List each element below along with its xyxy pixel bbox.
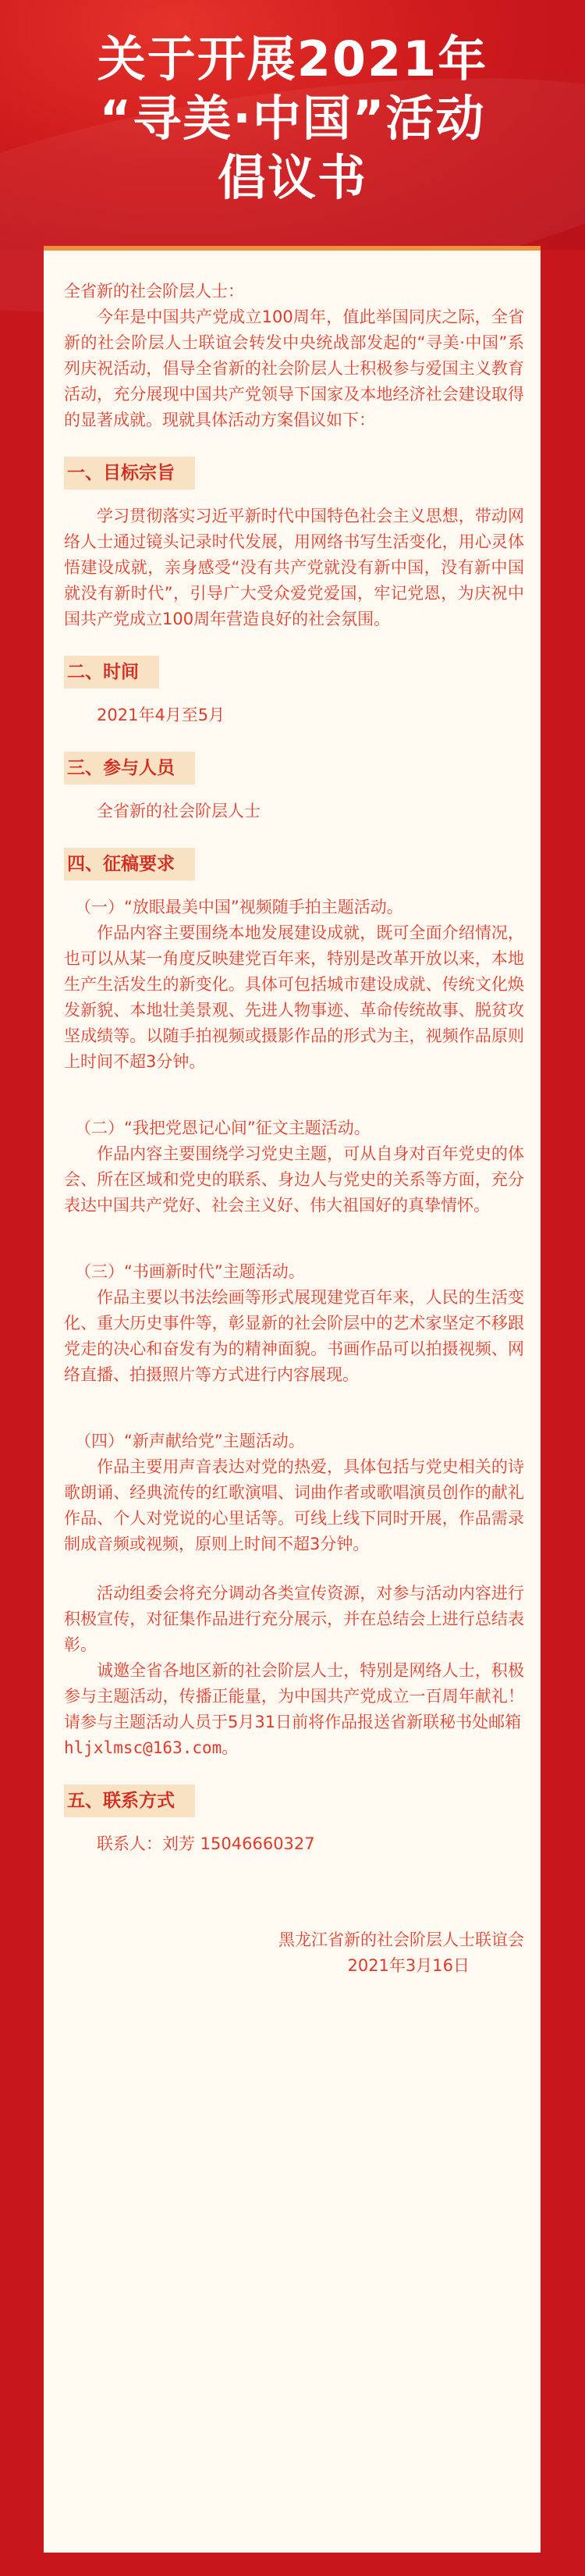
requirement-1-title: （一）“放眼最美中国”视频随手拍主题活动。 [75,898,403,916]
section-heading-contact: 五、联系方式 [64,1784,195,1817]
title-line-3: 倡议书 [217,149,367,206]
requirement-4-body: 作品主要用声音表达对党的热爱，具体包括与党史相关的诗歌朗诵、经典流传的红歌演唱、词曲作者或歌唱演员创作的献礼作品、个人对党说的心里话等。可线上线下同时开展，作品需录制成音频或视频，原则上时间不超3分钟。 [64,1457,524,1553]
requirement-4-title: （四）“新声献给党”主题活动。 [75,1432,305,1450]
time-text: 2021年4月至5月 [97,706,225,724]
salutation: 全省新的社会阶层人士： [64,282,244,301]
signature-org: 黑龙江省新的社会阶层人士联谊会 [278,1930,524,1949]
requirement-3-title: （三）“书画新时代”主题活动。 [75,1262,305,1281]
requirement-2-title: （二）“我把党恩记心间”征文主题活动。 [75,1119,370,1137]
participants-text: 全省新的社会阶层人士 [97,802,261,820]
requirement-1-body: 作品内容主要围绕本地发展建设成就，既可全面介绍情况，也可以从某一角度反映建党百年来，特别是改革开放以来，本地生产生活发生的新变化。具体可包括城市建设成就、传统文化焕发新貌、本地壮美景观、先进人物事迹、革命传统故事、脱贫攻坚成绩等。以随手拍视频或摄影作品的形式为主，视频作品原则上时间不超3分钟。 [64,923,524,1071]
section-heading-goal: 一、目标宗旨 [64,457,195,489]
submission-email: hljxlmsc@163.com。 [64,1738,239,1757]
title-line-1: 关于开展2021年 [97,30,488,87]
goal-paragraph: 学习贯彻落实习近平新时代中国特色社会主义思想，带动网络人士通过镜头记录时代发展，用网络书写生活变化，用心灵体悟建设成就，亲身感受“没有共产党就没有新中国，没有新中国就没有新时代”，引导广大受众爱党爱国，牢记党恩，为庆祝中国共产党成立100周年营造良好的社会氛围。 [64,507,524,628]
closing-paragraph-1: 活动组委会将充分调动各类宣传资源，对参与活动内容进行积极宣传，对征集作品进行充分展示，并在总结会上进行总结表彰。 [64,1584,524,1654]
signature-date: 2021年3月16日 [347,1956,470,1975]
section-heading-time: 二、时间 [64,656,159,688]
requirement-3-body: 作品主要以书法绘画等形式展现建党百年来，人民的生活变化、重大历史事件等，彰显新的社会阶层中的艺术家坚定不移跟党走的决心和奋发有为的精神面貌。书画作品可以拍摄视频、网络直播、拍摄照片等方式进行内容展现。 [64,1288,524,1384]
content-card [44,246,541,2553]
intro-paragraph: 今年是中国共产党成立100周年，值此举国同庆之际，全省新的社会阶层人士联谊会转发中央统战部发起的“寻美·中国”系列庆祝活动，倡导全省新的社会阶层人士积极参与爱国主义教育活动，充分展现中国共产党领导下国家及本地经济社会建设取得的显著成就。现就具体活动方案倡议如下： [64,308,524,429]
content-body [64,279,524,1979]
section-heading-requirements: 四、征稿要求 [64,848,195,881]
requirement-2-body: 作品内容主要围绕学习党史主题，可从自身对百年党史的体会、所在区域和党史的联系、身边人与党史的关系等方面，充分表达中国共产党好、社会主义好、伟大祖国好的真挚情怀。 [64,1144,524,1215]
section-heading-participants: 三、参与人员 [64,752,195,785]
page-title [0,30,585,208]
title-line-2: “寻美·中国”活动 [99,90,486,147]
contact-text: 联系人：刘芳 15046660327 [97,1834,315,1853]
closing-paragraph-2: 诚邀全省各地区新的社会阶层人士，特别是网络人士，积极参与主题活动，传播正能量，为中国共产党成立一百周年献礼！请参与主题活动人员于5月31日前将作品报送省新联秘书处邮箱 [64,1661,524,1731]
